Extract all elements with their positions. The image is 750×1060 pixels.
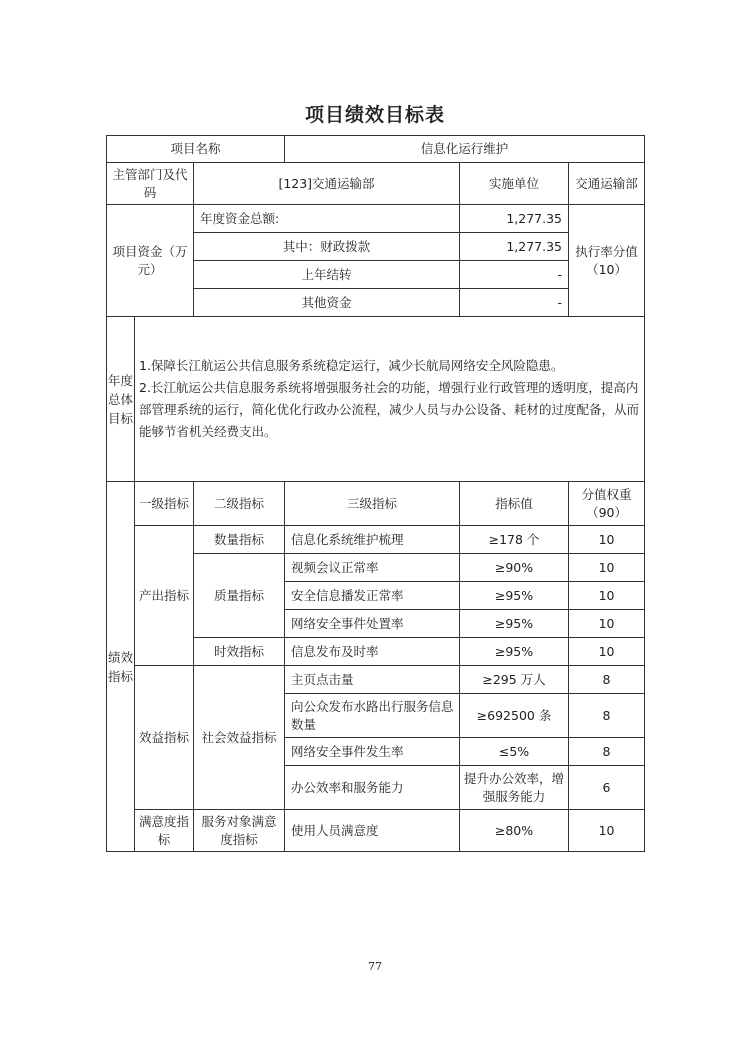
group-service-satisfaction: 服务对象满意度指标 <box>194 810 285 852</box>
indicator-weight: 6 <box>569 766 645 810</box>
indicator-value: ≥80% <box>460 810 569 852</box>
indicator-weight: 10 <box>569 810 645 852</box>
table-row <box>107 810 645 852</box>
row-department <box>107 163 645 205</box>
indicator-value: ≥295 万人 <box>460 666 569 694</box>
project-name-value: 信息化运行维护 <box>285 136 645 163</box>
department-value: [123]交通运输部 <box>194 163 460 205</box>
indicator-name: 网络安全事件发生率 <box>285 738 460 766</box>
funds-total-label: 年度资金总额: <box>194 205 460 233</box>
department-label: 主管部门及代码 <box>107 163 194 205</box>
group-satisfaction: 满意度指标 <box>135 810 194 852</box>
indicator-value: ≥95% <box>460 582 569 610</box>
funds-fiscal-label: 其中：财政拨款 <box>194 233 460 261</box>
indicator-name: 信息化系统维护梳理 <box>285 526 460 554</box>
indicator-name: 视频会议正常率 <box>285 554 460 582</box>
indicator-weight: 10 <box>569 526 645 554</box>
indicator-value: ≥90% <box>460 554 569 582</box>
page-number: 77 <box>368 960 382 973</box>
indicator-name: 向公众发布水路出行服务信息数量 <box>285 694 460 738</box>
indicator-weight: 8 <box>569 666 645 694</box>
indicator-name: 主页点击量 <box>285 666 460 694</box>
annual-goal-label: 年度总体目标 <box>107 317 135 482</box>
indicator-weight: 10 <box>569 554 645 582</box>
indicator-name: 网络安全事件处置率 <box>285 610 460 638</box>
funds-other-value: - <box>460 289 569 317</box>
row-project-name <box>107 136 645 163</box>
implementer-label: 实施单位 <box>460 163 569 205</box>
performance-label: 绩效指标 <box>107 482 135 852</box>
annual-goal-content <box>135 317 645 482</box>
indicator-value: ≤5% <box>460 738 569 766</box>
row-funds-total <box>107 205 645 233</box>
indicator-name: 信息发布及时率 <box>285 638 460 666</box>
funds-total-value: 1,277.35 <box>460 205 569 233</box>
indicator-name: 使用人员满意度 <box>285 810 460 852</box>
annual-goal-line-2: 2.长江航运公共信息服务系统将增强服务社会的功能，增强行业行政管理的透明度，提高内部管理系统的运行，简化优化行政办公流程，减少人员与办公设备、耗材的过度配备，从而能够节省机关经费支出。 <box>139 380 640 439</box>
indicator-weight: 8 <box>569 738 645 766</box>
header-level2: 二级指标 <box>194 482 285 526</box>
group-output: 产出指标 <box>135 526 194 666</box>
header-level1: 一级指标 <box>135 482 194 526</box>
annual-goal-line-1: 1.保障长江航运公共信息服务系统稳定运行，减少长航局网络安全风险隐患。 <box>139 358 564 373</box>
header-level3: 三级指标 <box>285 482 460 526</box>
project-name-label: 项目名称 <box>107 136 285 163</box>
indicator-name: 安全信息播发正常率 <box>285 582 460 610</box>
header-weight: 分值权重（90） <box>569 482 645 526</box>
page-title: 项目绩效目标表 <box>304 104 445 126</box>
indicator-weight: 10 <box>569 638 645 666</box>
group-quantity: 数量指标 <box>194 526 285 554</box>
indicator-value: ≥692500 条 <box>460 694 569 738</box>
indicator-weight: 8 <box>569 694 645 738</box>
indicator-value: ≥178 个 <box>460 526 569 554</box>
indicator-name: 办公效率和服务能力 <box>285 766 460 810</box>
funds-other-label: 其他资金 <box>194 289 460 317</box>
funds-carryover-label: 上年结转 <box>194 261 460 289</box>
indicator-value: ≥95% <box>460 638 569 666</box>
group-benefit: 效益指标 <box>135 666 194 810</box>
row-indicator-header <box>107 482 645 526</box>
funds-fiscal-value: 1,277.35 <box>460 233 569 261</box>
funds-label: 项目资金（万元） <box>107 205 194 317</box>
table-row <box>107 666 645 694</box>
group-quality: 质量指标 <box>194 554 285 638</box>
indicator-weight: 10 <box>569 610 645 638</box>
row-annual-goal <box>107 317 645 482</box>
group-timeliness: 时效指标 <box>194 638 285 666</box>
indicator-weight: 10 <box>569 582 645 610</box>
performance-table <box>106 135 645 852</box>
table-row <box>107 526 645 554</box>
header-value: 指标值 <box>460 482 569 526</box>
indicator-value: 提升办公效率，增强服务能力 <box>460 766 569 810</box>
execution-rate-label: 执行率分值（10） <box>569 205 645 317</box>
funds-carryover-value: - <box>460 261 569 289</box>
implementer-value: 交通运输部 <box>569 163 645 205</box>
indicator-value: ≥95% <box>460 610 569 638</box>
group-social: 社会效益指标 <box>194 666 285 810</box>
